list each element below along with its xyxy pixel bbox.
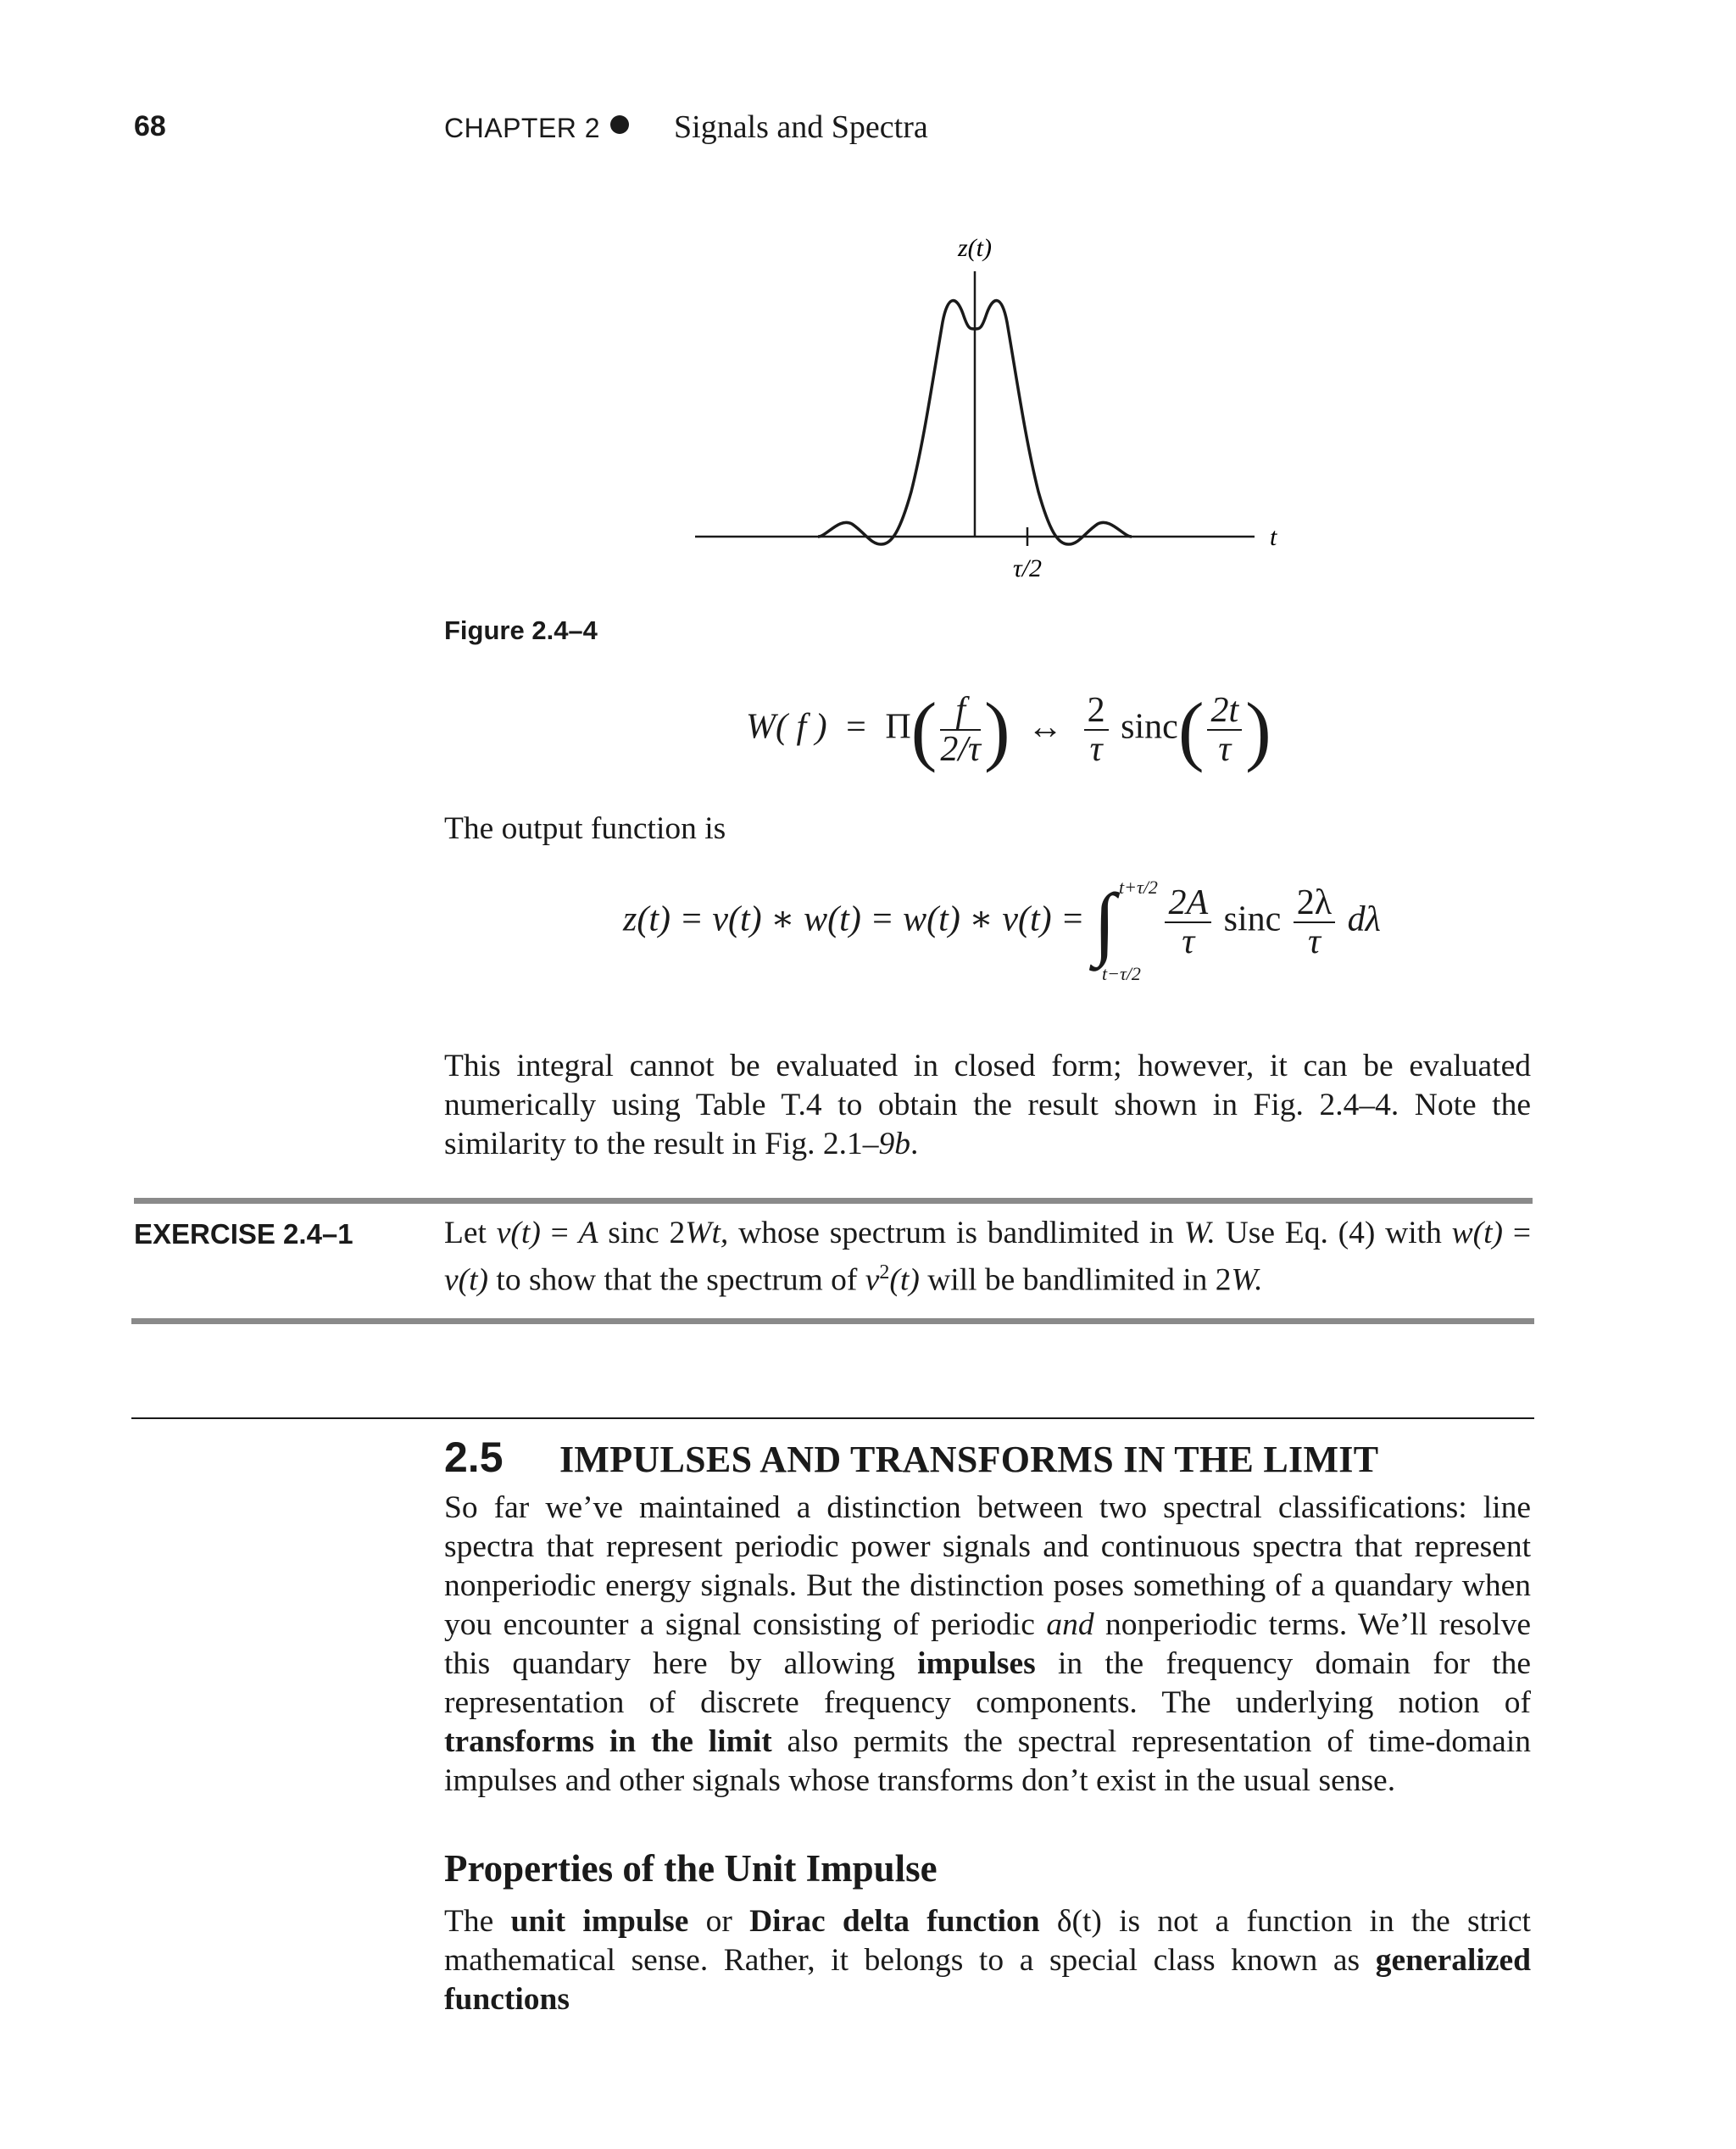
frac-num: 2t	[1207, 692, 1242, 731]
chapter-title: Signals and Spectra	[674, 109, 928, 145]
paren-open: (	[910, 687, 938, 773]
paren-close: )	[984, 687, 1010, 773]
bold-term: transforms in the limit	[444, 1724, 772, 1759]
exercise-top-rule	[134, 1198, 1533, 1204]
bold-term: generalized functions	[444, 1943, 1531, 2017]
eq1-arrow: ↔	[1027, 707, 1064, 747]
math: W.	[1231, 1262, 1263, 1298]
subsection-title: Properties of the Unit Impulse	[444, 1847, 938, 1890]
math: Wt,	[685, 1216, 729, 1250]
eq2-integral-group	[1093, 877, 1158, 984]
frac-num: f	[940, 692, 981, 731]
eq1-sinc: sinc	[1121, 707, 1178, 747]
text: =	[1503, 1216, 1531, 1250]
text: sinc 2	[598, 1216, 686, 1250]
eq1-frac3	[1207, 692, 1242, 768]
eq1-frac2	[1084, 692, 1109, 768]
math: W.	[1183, 1216, 1216, 1250]
math: w(t)	[1451, 1216, 1504, 1250]
emphasis: and	[1046, 1607, 1094, 1642]
frac-num: 2	[1084, 692, 1109, 731]
frac-den: τ	[1307, 922, 1321, 961]
frac-num: 2A	[1165, 884, 1211, 923]
eq1-equals: =	[846, 707, 866, 747]
text: =	[540, 1216, 579, 1250]
fig-ref: 9b	[878, 1127, 910, 1161]
math: (t)	[889, 1262, 920, 1298]
integral-upper-limit: t+τ/2	[1118, 877, 1158, 898]
text: Let	[444, 1216, 497, 1250]
paren-close: )	[1245, 687, 1271, 773]
chapter-label: CHAPTER 2	[444, 113, 601, 143]
y-axis-label: z(t)	[958, 234, 992, 262]
eq2-frac2	[1294, 884, 1335, 960]
bold-term: Dirac delta function	[749, 1904, 1040, 1939]
eq2-sinc: sinc	[1223, 899, 1282, 939]
bullet-icon	[610, 115, 629, 134]
section-number: 2.5	[444, 1434, 504, 1481]
paragraph-section-intro	[444, 1489, 1531, 1801]
output-intro: The output function is	[444, 811, 726, 846]
paragraph-text: This integral cannot be evaluated in closed form; however, it can be evaluated numerically using Table T.4 to obtain the result shown in Fig. 2.4–4. Note the similarity to the result in Fig. 2.1–	[444, 1049, 1531, 1161]
math: v(t)	[496, 1216, 541, 1250]
bold-term: impulses	[917, 1646, 1036, 1681]
section-title: IMPULSES AND TRANSFORMS IN THE LIMIT	[559, 1439, 1379, 1480]
text: or	[688, 1904, 750, 1939]
paragraph-end: .	[910, 1127, 919, 1161]
equation-convolution	[623, 877, 1381, 984]
frac-den: 2/τ	[940, 730, 982, 769]
text: δ(t) is not a function in the strict mathematical sense. Rather, it belongs to a special class known as	[444, 1904, 1531, 1978]
figure-plot	[678, 229, 1288, 593]
eq2-frac1	[1165, 884, 1211, 960]
frac-num: 2λ	[1294, 884, 1335, 923]
text: to show that the spectrum of	[488, 1262, 865, 1298]
text: The	[444, 1904, 511, 1939]
integral-lower-limit: t−τ/2	[1101, 963, 1141, 984]
text: in the frequency domain for the representation of discrete frequency components. The underlying notion of	[444, 1646, 1531, 1720]
eq2-dlambda: dλ	[1347, 899, 1381, 939]
frac-den: τ	[1089, 730, 1103, 769]
page-number: 68	[134, 110, 166, 142]
text: also permits the spectral representation of time-domain impulses and other signals whose transforms don’t exist in the usual sense.	[444, 1724, 1531, 1798]
exercise-bottom-rule	[131, 1318, 1534, 1324]
math: v(t)	[444, 1262, 489, 1298]
text: will be bandlimited in 2	[919, 1262, 1232, 1298]
math: v	[865, 1262, 880, 1298]
section-rule	[131, 1417, 1534, 1419]
equation-fourier-pair	[746, 687, 1271, 773]
paragraph-unit-impulse	[444, 1902, 1531, 2019]
exercise-label: EXERCISE 2.4–1	[134, 1218, 353, 1250]
exercise-text	[444, 1214, 1531, 1300]
math: A	[578, 1216, 598, 1250]
paragraph-integral-note	[444, 1047, 1531, 1164]
frac-den: τ	[1182, 922, 1195, 961]
text: nonperiodic terms. We’ll resolve this quandary here by allowing	[444, 1607, 1531, 1681]
eq1-frac1	[940, 692, 981, 768]
eq2-lhs: z(t) = v(t) ∗ w(t) = w(t) ∗ v(t) =	[623, 899, 1085, 939]
paren-open: (	[1177, 687, 1205, 773]
x-axis-label: t	[1270, 523, 1277, 551]
superscript: 2	[879, 1261, 890, 1283]
figure-caption: Figure 2.4–4	[444, 615, 598, 645]
text: Use Eq. (4) with	[1215, 1216, 1452, 1250]
eq1-lhs: W( f )	[746, 707, 827, 747]
eq1-pi: Π	[885, 707, 911, 747]
frac-den: τ	[1218, 730, 1232, 769]
integral-sign: ∫	[1093, 877, 1116, 967]
text: So far we’ve maintained a distinction between two spectral classifications: line spectra that represent periodic power signals and continuous spectra that represent nonperiodic energy signals. But the distinction poses something of a quandary when you encounter a signal consisting of periodic	[444, 1490, 1531, 1642]
bold-term: unit impulse	[510, 1904, 689, 1939]
text: whose spectrum is bandlimited in	[728, 1216, 1184, 1250]
tick-label: τ/2	[1012, 554, 1043, 582]
